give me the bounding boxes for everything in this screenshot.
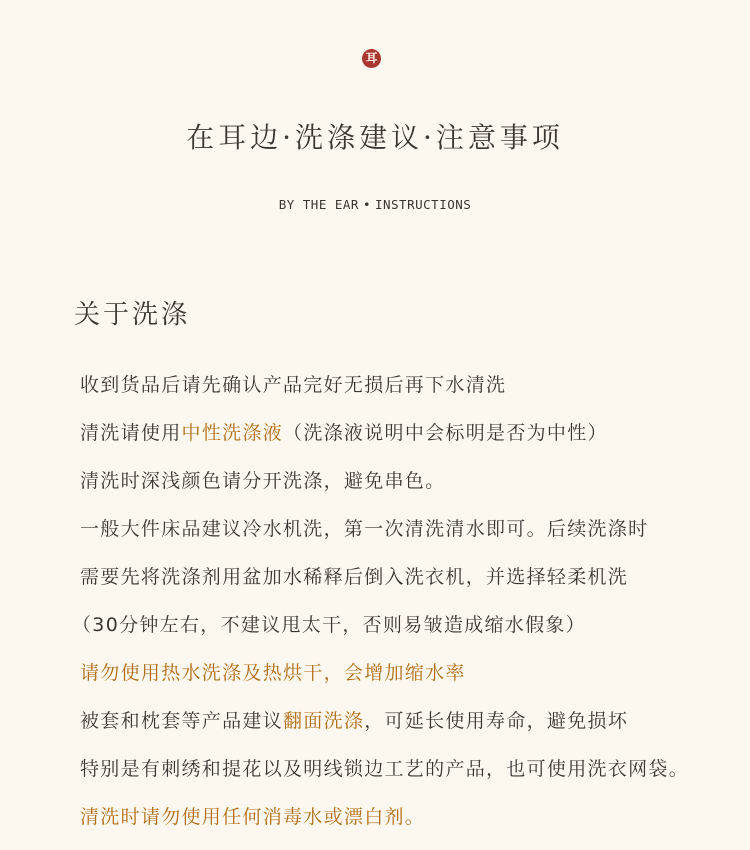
instruction-text: （30分钟左右，不建议甩太干，否则易皱造成缩水假象） [72, 614, 586, 636]
ear-seal-icon: 耳 [362, 49, 381, 68]
instruction-text: 清洗时深浅颜色请分开洗涤，避免串色。 [80, 470, 446, 492]
instruction-line [80, 754, 750, 802]
instruction-line [80, 514, 750, 562]
instruction-line [80, 562, 750, 610]
instruction-line [72, 610, 750, 658]
instruction-highlight: 清洗时请勿使用任何消毒水或漂白剂。 [80, 806, 426, 828]
instruction-text: 收到货品后请先确认产品完好无损后再下水清洗 [80, 374, 507, 396]
instruction-highlight: 请勿使用热水洗涤及热烘干，会增加缩水率 [80, 662, 466, 684]
instruction-line-warning [80, 802, 750, 850]
instruction-text: 一般大件床品建议冷水机洗，第一次清洗清水即可。后续洗涤时 [80, 518, 649, 540]
instruction-text: 被套和枕套等产品建议 [80, 710, 284, 732]
page-subtitle [0, 197, 750, 212]
instruction-text: 需要先将洗涤剂用盆加水稀释后倒入洗衣机，并选择轻柔机洗 [80, 566, 629, 588]
instruction-line [80, 418, 750, 466]
section-heading: 关于洗涤 [74, 300, 191, 330]
instruction-text: （洗涤液说明中会标明是否为中性） [283, 422, 608, 444]
instruction-line [80, 466, 750, 514]
instruction-line [80, 706, 750, 754]
washing-instructions-list [72, 370, 750, 850]
subtitle-instructions: INSTRUCTIONS [374, 197, 472, 212]
page-title: 在耳边·洗涤建议·注意事项 [186, 121, 564, 154]
instruction-highlight: 中性洗涤液 [181, 422, 284, 444]
instruction-text: 特别是有刺绣和提花以及明线锁边工艺的产品，也可使用洗衣网袋。 [80, 758, 690, 780]
subtitle-separator: • [362, 197, 371, 212]
instruction-text: ，可延长使用寿命，避免损坏 [364, 710, 629, 732]
instruction-highlight: 翻面洗涤 [283, 710, 365, 732]
subtitle-brand: BY THE EAR [278, 197, 359, 212]
instruction-line [80, 370, 750, 418]
instruction-text: 清洗请使用 [80, 422, 182, 444]
instruction-line-warning [80, 658, 750, 706]
